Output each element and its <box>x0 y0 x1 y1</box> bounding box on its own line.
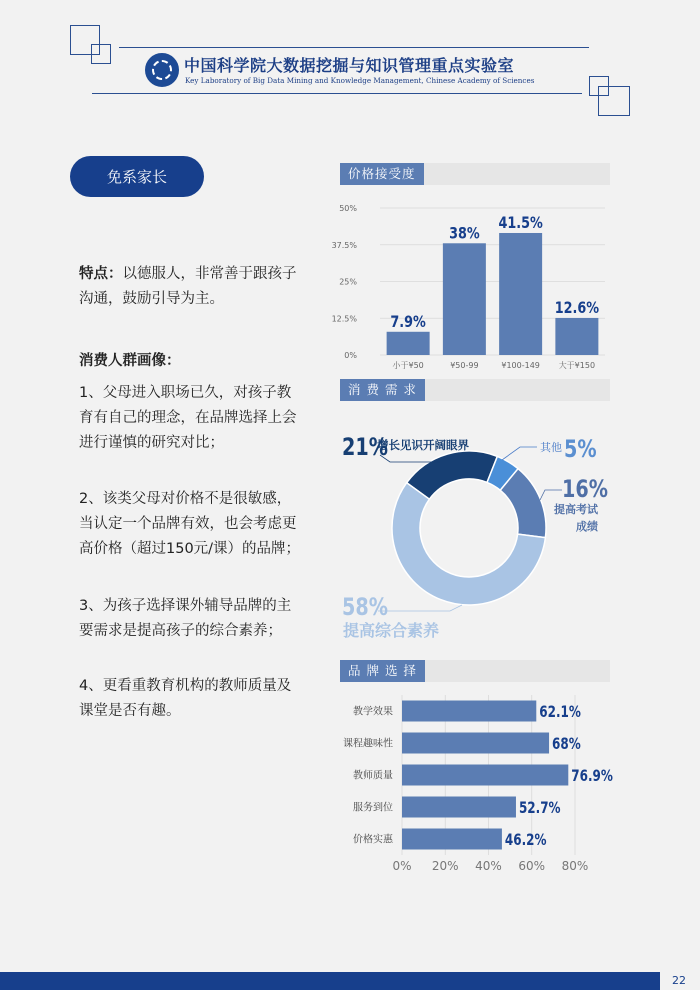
price-chart <box>330 195 620 375</box>
bar-value-label: 62.1% <box>539 703 581 722</box>
slice-name-label: 增长见识开阔眼界 <box>377 438 469 452</box>
trait-paragraph <box>79 262 301 312</box>
section-bar-brand <box>340 660 610 682</box>
section-bar-demand <box>340 379 610 401</box>
x-tick-label: ¥100-149 <box>501 361 540 370</box>
bar <box>443 243 486 355</box>
footer-bar <box>0 972 660 990</box>
bar <box>402 733 549 754</box>
slice-pct-label: 21% <box>342 434 388 462</box>
bar <box>402 765 568 786</box>
section-title-brand: 品 牌 选 择 <box>340 660 425 682</box>
deco-square <box>91 44 111 64</box>
y-tick-label: 教学效果 <box>353 706 393 718</box>
org-name-en: Key Laboratory of Big Data Mining and Knowledge Management, Chinese Academy of Sciences <box>185 76 535 85</box>
portrait-point: 4、更看重教育机构的教师质量及课堂是否有趣。 <box>79 678 292 719</box>
demand-donut-chart <box>330 405 630 650</box>
slice-name-label: 提高考试 <box>554 503 598 516</box>
section-title-price: 价格接受度 <box>340 163 424 185</box>
page-number: 22 <box>672 974 686 987</box>
x-tick-label: 0% <box>392 859 412 873</box>
slice-pct-label: 16% <box>562 476 608 504</box>
section-bar-price <box>340 163 610 185</box>
org-name-cn: 中国科学院大数据挖掘与知识管理重点实验室 <box>184 56 515 75</box>
y-tick-label: 课程趣味性 <box>343 738 393 750</box>
cas-logo <box>145 53 179 87</box>
header-rule-bottom <box>92 93 582 94</box>
y-tick-label: 价格实惠 <box>353 834 393 846</box>
bar-value-label: 68% <box>552 735 581 754</box>
bar-value-label: 41.5% <box>498 214 543 233</box>
y-tick-label: 50% <box>339 204 357 213</box>
x-tick-label: ¥50-99 <box>450 361 479 370</box>
bar <box>555 318 598 355</box>
portrait-point: 2、该类父母对价格不是很敏感，当认定一个品牌有效，也会考虑更高价格（超过150元/课）的品牌； <box>79 491 301 557</box>
header-rule-top <box>119 47 589 48</box>
leader-line <box>502 447 537 460</box>
slice-pct-label: 5% <box>564 436 597 464</box>
bar <box>387 332 430 355</box>
x-tick-label: 大于¥150 <box>558 361 596 370</box>
persona-title-badge: 免系家长 <box>70 156 204 197</box>
slice-name-label: 其他 <box>540 441 562 454</box>
trait-text: 以德服人，非常善于跟孩子沟通，鼓励引导为主。 <box>79 266 297 307</box>
x-tick-label: 小于¥50 <box>392 361 424 370</box>
deco-square <box>598 86 630 116</box>
y-tick-label: 37.5% <box>331 240 357 250</box>
portrait-point: 1、父母进入职场已久，对孩子教育有自己的理念，在品牌选择上会进行谨慎的研究对比； <box>79 385 297 451</box>
bar-value-label: 52.7% <box>518 799 561 818</box>
slice-pct-label: 58% <box>342 594 388 622</box>
y-tick-label: 教师质量 <box>353 770 393 782</box>
x-tick-label: 40% <box>475 859 502 873</box>
bar-value-label: 7.9% <box>390 313 426 332</box>
leader-line <box>540 490 562 500</box>
slice-name-label: 提高综合素养 <box>343 621 440 640</box>
bar <box>402 701 536 722</box>
x-tick-label: 80% <box>561 859 589 873</box>
portrait-point: 3、为孩子选择课外辅导品牌的主要需求是提高孩子的综合素养； <box>79 598 292 639</box>
bar <box>402 829 502 850</box>
bar-value-label: 76.9% <box>571 767 613 786</box>
bar-value-label: 46.2% <box>504 831 547 850</box>
leader-line <box>378 605 462 611</box>
bar <box>402 797 516 818</box>
y-tick-label: 服务到位 <box>353 802 393 814</box>
bar-value-label: 12.6% <box>554 299 600 318</box>
trait-label: 特点： <box>79 266 123 282</box>
x-tick-label: 60% <box>518 859 546 873</box>
x-tick-label: 20% <box>431 859 459 873</box>
bar <box>499 233 542 355</box>
y-tick-label: 12.5% <box>331 314 357 324</box>
y-tick-label: 25% <box>339 277 357 287</box>
brand-chart <box>330 690 620 880</box>
portrait-heading: 消费人群画像： <box>79 353 181 369</box>
y-tick-label: 0% <box>344 351 357 360</box>
slice-name-label: 成绩 <box>576 520 598 533</box>
bar-value-label: 38% <box>449 225 480 243</box>
section-title-demand: 消 费 需 求 <box>340 379 425 401</box>
